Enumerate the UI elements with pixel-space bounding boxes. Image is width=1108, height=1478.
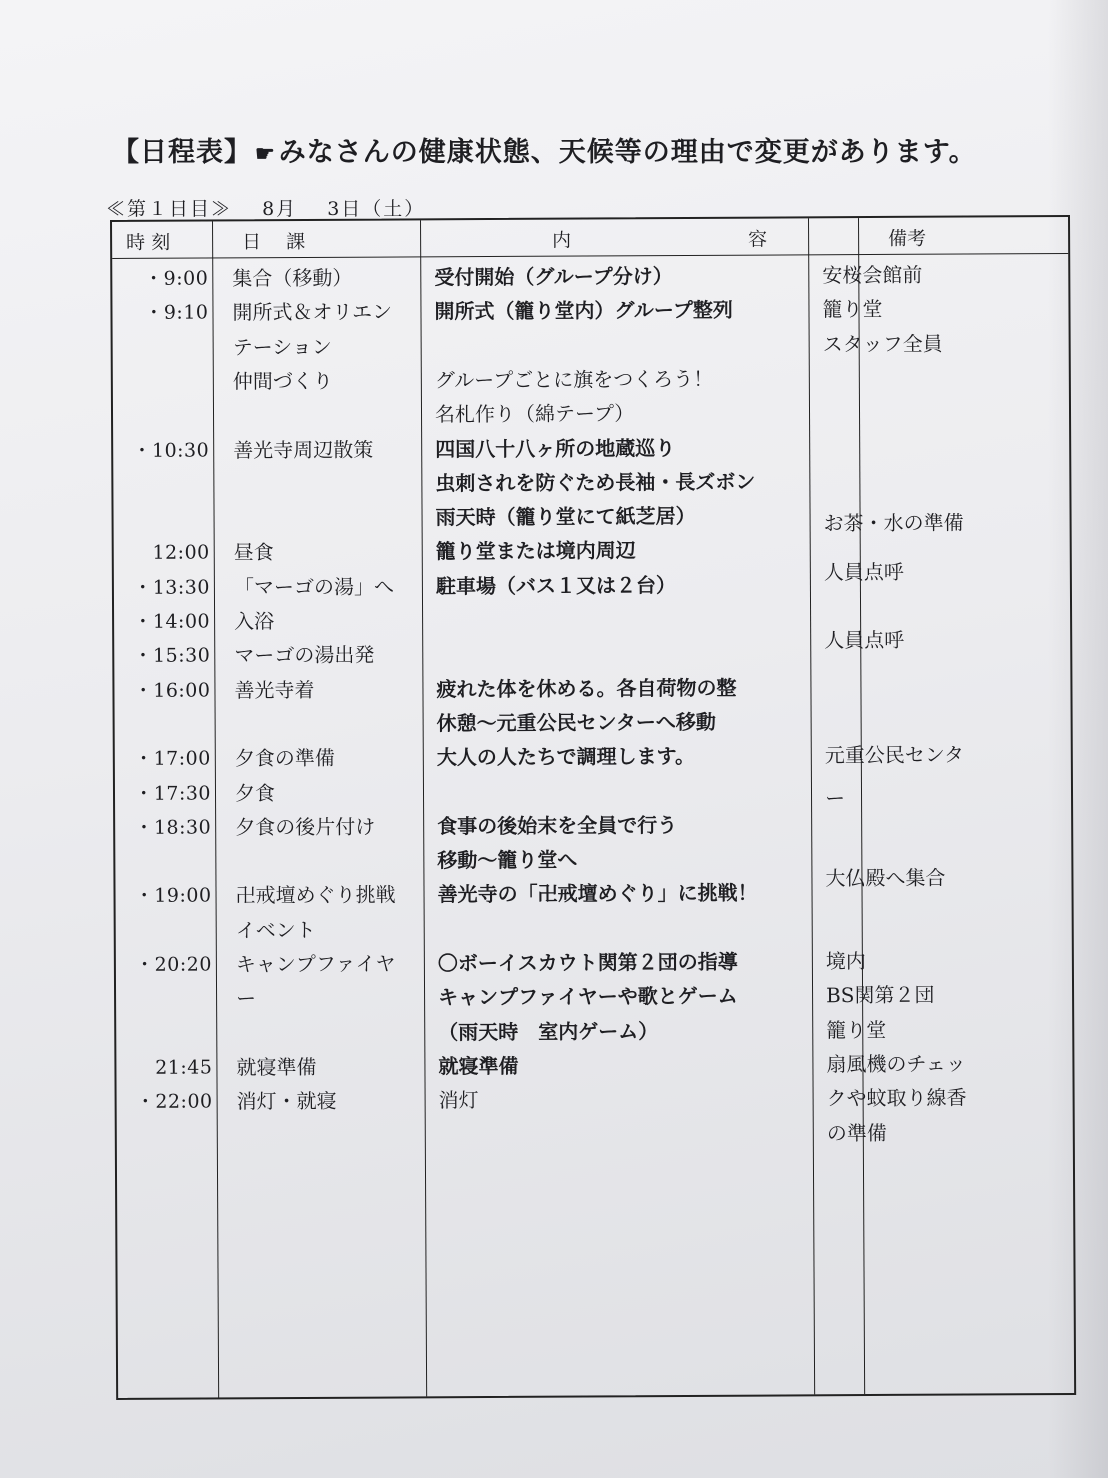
- row-notes: 元重公民センタ: [824, 742, 965, 768]
- row-schedule: 夕食の準備: [234, 746, 335, 771]
- row-content: （雨天時 室内ゲーム）: [438, 1018, 659, 1044]
- row-time: [113, 502, 209, 503]
- row-time: ・22:00: [135, 1090, 213, 1114]
- column-divider: [420, 220, 427, 1396]
- row-content: 移動～籠り堂へ: [437, 847, 578, 873]
- row-time: ・17:00: [133, 747, 211, 771]
- row-time: ・9:00: [144, 267, 209, 290]
- header-schedule: 日 課: [242, 230, 306, 254]
- row-schedule: 「マーゴの湯」へ: [233, 574, 394, 600]
- header-time: 時 刻: [126, 231, 171, 254]
- row-notes: 安桜会館前: [822, 262, 923, 288]
- row-notes: 人員点呼: [824, 628, 905, 653]
- page-title: [112, 130, 977, 169]
- header-content-b: 容: [748, 228, 768, 251]
- row-content: キャンプファイヤーや歌とゲーム: [438, 984, 738, 1010]
- row-notes: 籠り堂: [822, 297, 883, 322]
- row-time: [113, 399, 209, 400]
- row-time: ・17:30: [134, 781, 212, 805]
- row-time: ・10:30: [132, 438, 210, 462]
- row-content: 籠り堂または境内周辺: [435, 538, 636, 564]
- row-time: ・14:00: [133, 610, 211, 633]
- row-schedule: 集合（移動）: [232, 265, 353, 291]
- row-notes: スタッフ全員: [822, 331, 943, 356]
- row-notes: 扇風機のチェッ: [826, 1051, 966, 1077]
- row-time: 21:45: [155, 1056, 213, 1079]
- title-notice: みなさんの健康状態、天候等の理由で変更があります。: [278, 137, 977, 168]
- row-time: ・20:20: [135, 953, 212, 976]
- day-month: 8月: [262, 198, 298, 220]
- row-schedule: 開所式＆オリエン: [232, 299, 393, 325]
- header-content-a: 内: [552, 229, 572, 252]
- row-schedule: 善光寺着: [234, 677, 315, 702]
- day-heading: [106, 194, 447, 221]
- row-schedule: 消灯・就寝: [236, 1089, 337, 1114]
- row-time: 12:00: [152, 541, 210, 565]
- row-time: ・15:30: [133, 644, 211, 668]
- row-notes: 境内: [825, 949, 866, 974]
- row-schedule: 夕食の後片付け: [235, 814, 376, 840]
- row-schedule: キャンプファイヤ: [235, 951, 396, 977]
- column-divider: [858, 218, 865, 1394]
- row-schedule: 入浴: [234, 609, 275, 634]
- row-content: 善光寺の「卍戒壇めぐり」に挑戦！: [437, 881, 758, 907]
- row-content: 就寝準備: [438, 1053, 519, 1079]
- row-notes: クや蚊取り線香: [826, 1085, 967, 1111]
- row-time: [116, 1016, 212, 1017]
- row-content: 駐車場（バス１又は２台）: [435, 572, 676, 598]
- pointing-hand-icon: ☛: [255, 141, 276, 167]
- row-notes: 人員点呼: [823, 559, 904, 584]
- day-date: 3日（土）: [327, 198, 426, 220]
- row-schedule: 就寝準備: [236, 1054, 317, 1080]
- row-content: 雨天時（籠り堂にて紙芝居）: [435, 504, 696, 530]
- row-time: ・9:10: [144, 301, 209, 325]
- row-time: ・19:00: [134, 884, 212, 908]
- row-time: ・13:30: [133, 576, 210, 599]
- header-notes: 備考: [888, 227, 927, 250]
- row-notes: BS関第２団: [826, 982, 935, 1008]
- row-schedule: ー: [236, 986, 257, 1011]
- row-content: 四国八十八ヶ所の地蔵巡り: [435, 435, 676, 461]
- row-content: 休憩～元重公民センターへ移動: [436, 709, 716, 736]
- row-content: グループごとに旗をつくろう！: [434, 366, 714, 393]
- row-notes: 籠り堂: [826, 1017, 887, 1042]
- row-content: 消灯: [438, 1088, 479, 1113]
- row-schedule: 仲間づくり: [232, 368, 333, 394]
- row-schedule: マーゴの湯出発: [234, 642, 375, 668]
- row-time: ・18:30: [134, 816, 212, 839]
- row-time: ・16:00: [133, 679, 211, 702]
- row-notes: ー: [824, 785, 846, 810]
- row-schedule: 善光寺周辺散策: [233, 437, 374, 462]
- bleed-through-text: [820, 176, 910, 202]
- row-time: [113, 364, 209, 365]
- row-content: 食事の後始末を全員で行う: [437, 812, 678, 839]
- row-schedule: イベント: [235, 917, 316, 943]
- row-content: 虫刺されを防ぐため長袖・長ズボン: [435, 469, 756, 496]
- row-content: 大人の人たちで調理します。: [436, 744, 696, 770]
- row-content: 名札作り（綿テープ）: [434, 401, 635, 427]
- row-schedule: 夕食: [234, 780, 276, 805]
- row-schedule: 昼食: [233, 540, 274, 565]
- row-content: 開所式（籠り堂内）グループ整列: [434, 298, 733, 324]
- row-notes: の準備: [826, 1120, 887, 1145]
- schedule-table: [110, 215, 1076, 1400]
- row-schedule: 卍戒壇めぐり挑戦: [235, 882, 396, 908]
- day-label: ≪第１日目≫: [106, 198, 233, 220]
- row-content: 疲れた体を休める。各自荷物の整: [436, 675, 737, 701]
- row-notes: お茶・水の準備: [823, 510, 964, 536]
- row-content: 〇ボーイスカウト関第２団の指導: [437, 949, 738, 976]
- column-divider: [212, 221, 219, 1397]
- row-schedule: テーション: [232, 334, 332, 359]
- row-content: 受付開始（グループ分け）: [434, 264, 673, 290]
- title-label: 【日程表】: [112, 137, 252, 168]
- row-notes: 大仏殿へ集合: [825, 866, 946, 891]
- column-divider: [808, 218, 815, 1394]
